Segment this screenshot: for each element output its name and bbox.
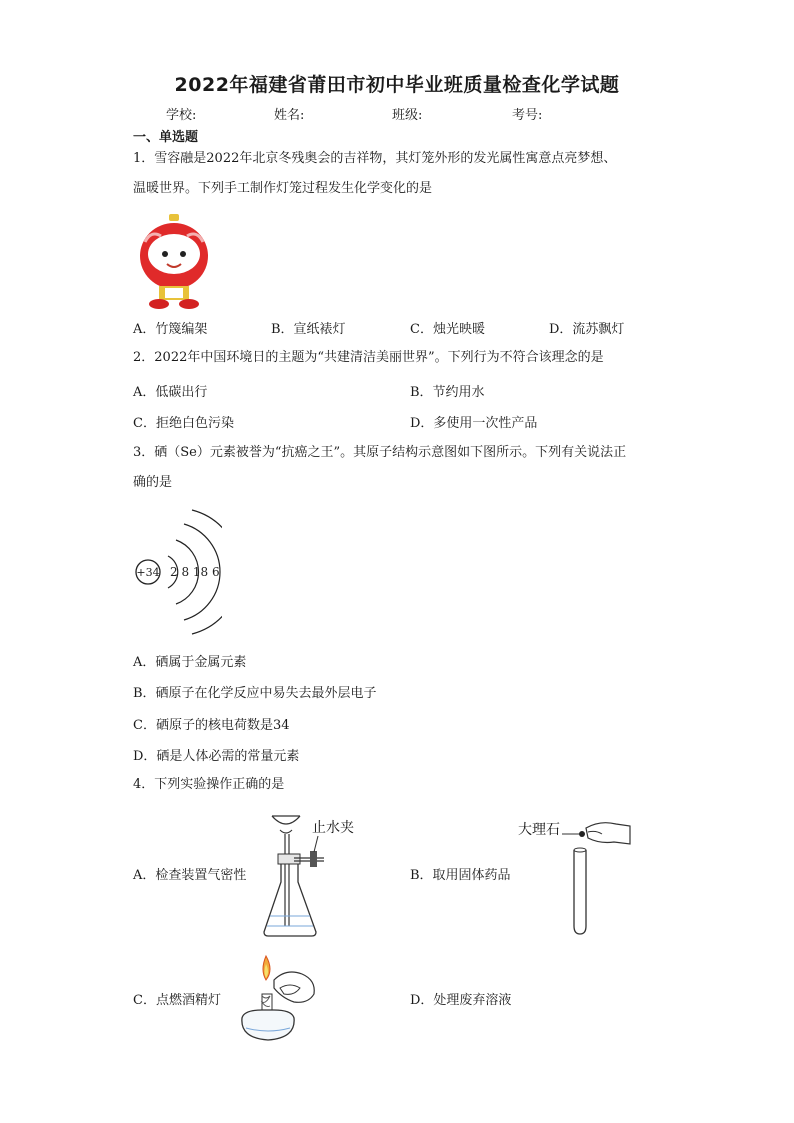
q4-option-c: C．点燃酒精灯 [133,993,221,1008]
mascot-lantern-image [135,212,213,312]
clamp-label: 止水夹 [312,820,354,836]
school-label: 学校: [166,108,197,123]
q1-option-b: B．宣纸裱灯 [271,322,346,337]
q3-option-d: D．硒是人体必需的常量元素 [133,749,300,764]
q3-option-c: C．硒原子的核电荷数是34 [133,718,290,733]
q3-stem-line1: 3．硒（Se）元素被誉为“抗癌之王”。其原子结构示意图如下图所示。下列有关说法正 [133,445,627,460]
section-heading: 一、单选题 [133,130,199,145]
q1-option-a: A．竹篾编架 [133,322,208,337]
name-label: 姓名: [274,108,305,123]
class-label: 班级: [392,108,423,123]
q3-option-b: B．硒原子在化学反应中易失去最外层电子 [133,686,377,701]
alcohol-lamp-image [230,954,336,1044]
number-label: 考号: [512,108,543,123]
q2-option-d: D．多使用一次性产品 [410,416,538,431]
marble-label: 大理石 [518,822,560,838]
q4-stem: 4．下列实验操作正确的是 [133,777,285,792]
q2-option-c: C．拒绝白色污染 [133,416,234,431]
q2-option-a: A．低碳出行 [133,385,208,400]
q4-option-b: B．取用固体药品 [410,868,511,883]
q3-stem-line2: 确的是 [133,475,173,490]
airtightness-apparatus-image [258,808,368,940]
q4-option-d: D．处理废弃溶液 [410,993,512,1008]
q4-option-a: A．检查装置气密性 [133,868,247,883]
q1-stem-line1: 1．雪容融是2022年北京冬残奥会的吉祥物，其灯笼外形的发光属性寓意点亮梦想、 [133,151,617,166]
q1-stem-line2: 温暖世界。下列手工制作灯笼过程发生化学变化的是 [133,181,433,196]
q1-option-d: D．流苏飘灯 [549,322,625,337]
solid-reagent-image [516,814,634,938]
nucleus-label: +34 [136,566,160,579]
q2-option-b: B．节约用水 [410,385,485,400]
q2-stem: 2．2022年中国环境日的主题为“共建清洁美丽世界”。下列行为不符合该理念的是 [133,350,604,365]
q1-option-c: C．烛光映暖 [410,322,485,337]
electron-shells-label: 2 8 18 6 [170,565,220,579]
page-title: 2022年福建省莆田市初中毕业班质量检查化学试题 [174,74,620,96]
q3-option-a: A．硒属于金属元素 [133,655,247,670]
selenium-atom-diagram [132,506,222,636]
